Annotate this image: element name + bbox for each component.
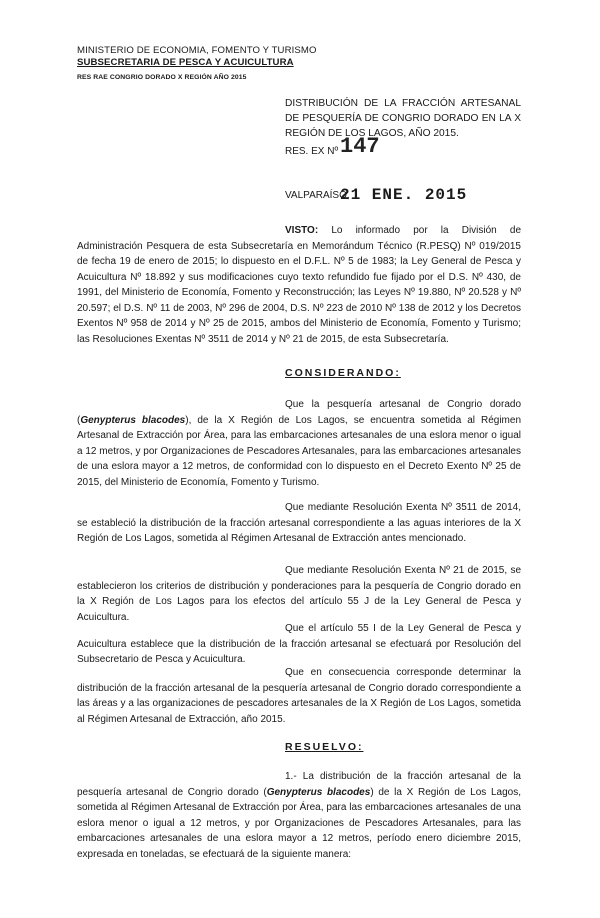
considerando-p1-text-a: Que la pesquería artesanal de Congrio dorado ( bbox=[77, 399, 521, 426]
considerando-paragraph-4 bbox=[77, 621, 521, 668]
undersecretary-name: SUBSECRETARIA DE PESCA Y ACUICULTURA bbox=[77, 57, 294, 68]
place-label: VALPARAÍSO, bbox=[285, 190, 350, 201]
resuelvo-heading: RESUELVO: bbox=[285, 741, 364, 753]
species-name: Genypterus blacodes bbox=[80, 414, 186, 426]
resolution-number: 147 bbox=[340, 134, 380, 159]
considerando-p1-text-b: ), de la X Región de Los Lagos, se encuentra sometida al Régimen Artesanal de Extracción por Área, para las embarcaciones artesanales de una eslora menor o igual a 12 metros, y por Organizaciones de Pescadores Artesanales, para las embarcaciones artesanales de una eslora mayor a 12 metros, de conformidad con lo dispuesto en el Decreto Exento Nº 25 de 2015, del Ministerio de Economía, Fomento y Turismo. bbox=[77, 414, 522, 488]
considerando-p4-text: Que el artículo 55 I de la Ley General de Pesca y Acuicultura establece que la distribución de la fracción artesanal se efectuará por Resolución del Subsecretario de Pesca y Acuicultura. bbox=[77, 623, 521, 665]
visto-text: Lo informado por la División de Administración Pesquera de esta Subsecretaría en Memorándum Técnico (R.PESQ) Nº 019/2015 de fecha 19 de enero de 2015; lo dispuesto en el D.F.L. Nº 5 de 1983; la Ley General de Pesca y Acuicultura Nº 18.892 y sus modificaciones cuyo texto refundido fue fijado por el D.S. Nº 430, de 1991, del Ministerio de Economía, Fomento y Reconstrucción; las Leyes Nº 19.880, Nº 20.528 y Nº 20.597; el D.S. Nº 11 de 2003, Nº 296 de 2004, D.S. Nº 223 de 2010 Nº 138 de 2012 y los Decretos Exentos Nº 958 de 2014 y Nº 25 de 2015, ambos del Ministerio de Economía, Fomento y Turismo; las Resoluciones Exentas Nº 3511 de 2014 y Nº 21 de 2015, de esta Subsecretaría. bbox=[77, 225, 521, 345]
resolution-date: 21 ENE. 2015 bbox=[340, 186, 468, 204]
visto-paragraph bbox=[77, 223, 521, 347]
considerando-p5-text: Que en consecuencia corresponde determinar la distribución de la fracción artesanal de la pesquería artesanal de Congrio dorado correspondiente a las áreas y a las organizaciones de pescadores artesanales de la X Región de Los Lagos, sometida al Régimen Artesanal de Extracción, año 2015. bbox=[77, 667, 521, 725]
considerando-heading: CONSIDERANDO: bbox=[285, 367, 401, 379]
visto-label: VISTO: bbox=[285, 225, 319, 236]
considerando-paragraph-3 bbox=[77, 563, 521, 625]
considerando-paragraph-2 bbox=[77, 500, 521, 547]
considerando-p3-text: Que mediante Resolución Exenta Nº 21 de 2015, se establecieron los criterios de distribución y ponderaciones para la pesquería de Congrio dorado en la X Región de Los Lagos para los efectos del artículo 55 J de la Ley General de Pesca y Acuicultura. bbox=[77, 565, 521, 623]
document-reference: RES RAE CONGRIO DORADO X REGIÓN AÑO 2015 bbox=[77, 74, 247, 81]
ministry-name: MINISTERIO DE ECONOMIA, FOMENTO Y TURISMO bbox=[77, 45, 317, 56]
considerando-p2-text: Que mediante Resolución Exenta Nº 3511 de 2014, se estableció la distribución de la fracción artesanal correspondiente a las aguas interiores de la X Región de Los Lagos, sometida al Régimen Artesanal de Extracción antes mencionado. bbox=[77, 502, 521, 544]
document-title: DISTRIBUCIÓN DE LA FRACCIÓN ARTESANAL DE PESQUERÍA DE CONGRIO DORADO EN LA X REGIÓN DE LOS LAGOS, AÑO 2015. bbox=[285, 98, 521, 139]
resolution-label: RES. EX Nº bbox=[285, 146, 339, 157]
species-name: Genypterus blacodes bbox=[266, 786, 371, 798]
resuelvo-p1-text-b: ) de la X Región de Los Lagos, sometida al Régimen Artesanal de Extracción por Área, para las embarcaciones artesanales de una eslora menor o igual a 12 metros, y por Organizaciones de Pescadores Artesanales, para las embarcaciones artesanales de una eslora mayor a 12 metros, período enero diciembre 2015, expresada en toneladas, se efectuará de la siguiente manera: bbox=[77, 786, 522, 860]
resuelvo-paragraph-1 bbox=[77, 769, 521, 862]
considerando-paragraph-5 bbox=[77, 665, 521, 727]
considerando-paragraph-1 bbox=[77, 397, 521, 490]
resuelvo-p1-text-a: 1.- La distribución de la fracción artesanal de la pesquería artesanal de Congrio dorado ( bbox=[77, 771, 521, 798]
